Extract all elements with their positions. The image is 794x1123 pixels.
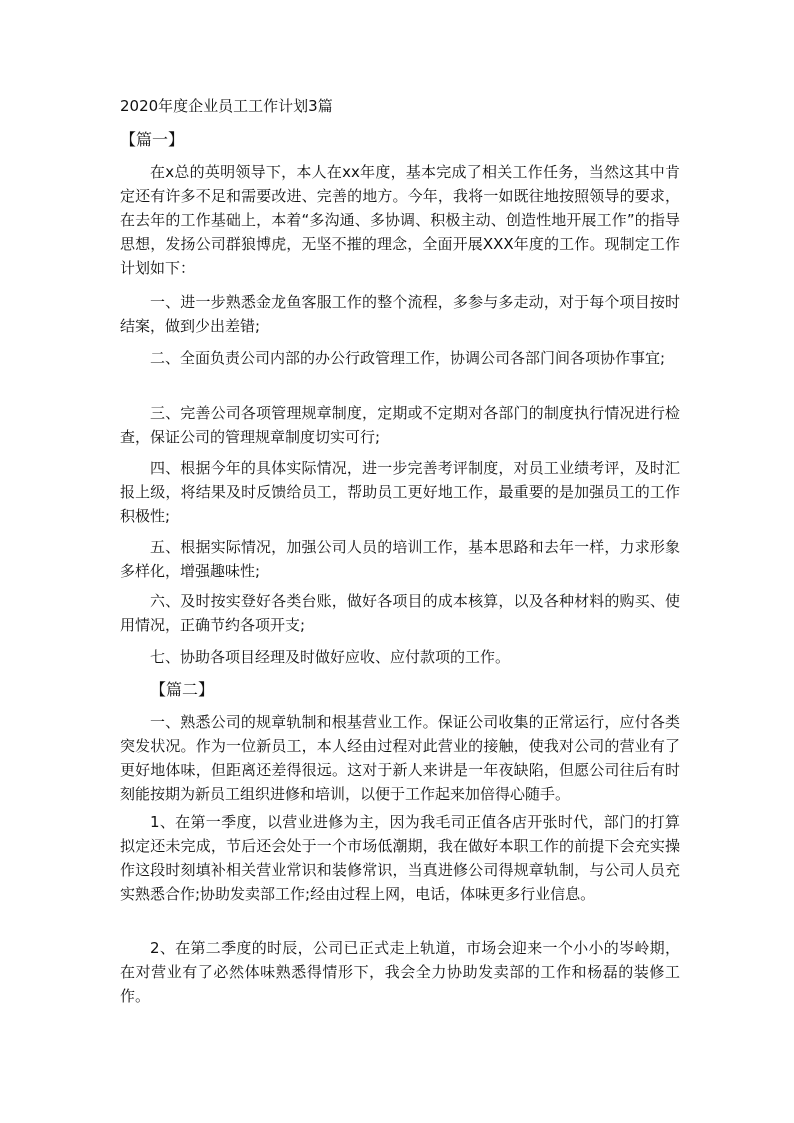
- document-title: 2020年度企业员工工作计划3篇: [120, 97, 333, 115]
- paragraph-item-4: 四、根据今年的具体实际情况，进一步完善考评制度，对员工业绩考评，及时汇报上级，将结果及时反馈给员工，帮助员工更好地工作，最重要的是加强员工的工作积极性;: [120, 459, 680, 525]
- paragraph-item-2: 二、全面负责公司内部的办公行政管理工作，协调公司各部门间各项协作事宜;: [150, 349, 666, 367]
- paragraph-item-5: 五、根据实际情况，加强公司人员的培训工作，基本思路和去年一样，力求形象多样化，增强趣味性;: [120, 538, 680, 580]
- paragraph-item-6: 六、及时按实登好各类台账，做好各项目的成本核算，以及各种材料的购买、使用情况，正确节约各项开支;: [120, 592, 680, 634]
- paragraph-intro: 在x总的英明领导下，本人在xx年度，基本完成了相关工作任务，当然这其中肯定还有许多不足和需要改进、完善的地方。今年，我将一如既往地按照领导的要求，在去年的工作基础上，本着“多沟通、多协调、积极主动、创造性地开展工作”的指导思想，发扬公司群狼博虎，无坚不摧的理念，全面开展XXX年度的工作。现制定工作计划如下：: [120, 163, 680, 277]
- section-heading-1: 【篇一】: [120, 130, 185, 149]
- paragraph-s2-3: 2、在第二季度的时辰，公司已正式走上轨道，市场会迎来一个小小的岑岭期，在对营业有了必然体味熟悉得情形下，我会全力协助发卖部的工作和杨磊的装修工作。: [120, 939, 680, 1005]
- paragraph-item-7: 七、协助各项目经理及时做好应收、应付款项的工作。: [150, 648, 511, 666]
- paragraph-item-1: 一、进一步熟悉金龙鱼客服工作的整个流程，多参与多走动，对于每个项目按时结案，做到少出差错;: [120, 293, 680, 335]
- paragraph-s2-1: 一、熟悉公司的规章轨制和根基营业工作。保证公司收集的正常运行，应付各类突发状况。作为一位新员工，本人经由过程对此营业的接触，使我对公司的营业有了更好地体味，但距离还差得很远。这对于新人来讲是一年夜缺陷，但愿公司往后有时刻能按期为新员工组织进修和培训，以便于工作起来加倍得心随手。: [120, 713, 680, 803]
- paragraph-item-3: 三、完善公司各项管理规章制度，定期或不定期对各部门的制度执行情况进行检查，保证公司的管理规章制度切实可行;: [120, 404, 680, 446]
- section-heading-2: 【篇二】: [150, 680, 215, 699]
- paragraph-s2-2: 1、在第一季度，以营业进修为主，因为我毛司正值各店开张时代，部门的打算拟定还未完成，节后还会处于一个市场低潮期，我在做好本职工作的前提下会充实操作这段时刻填补相关营业常识和装修常识，当真进修公司得规章轨制，与公司人员充实熟悉合作;协助发卖部工作;经由过程上网，电话，体味更多行业信息。: [120, 813, 680, 903]
